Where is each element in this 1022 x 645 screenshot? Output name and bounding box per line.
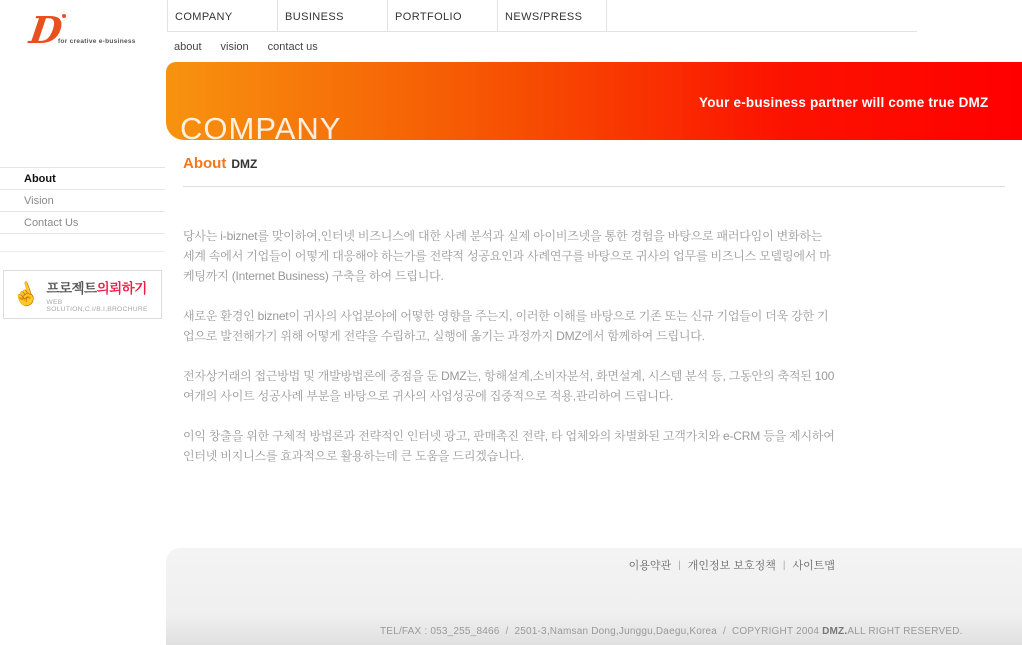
heading-divider <box>183 186 1005 187</box>
project-request-banner[interactable] <box>3 270 162 319</box>
about-paragraph: 이익 창출을 위한 구체적 방법론과 전략적인 인터넷 광고, 판매촉진 전략, 타 업체와의 차별화된 고객가치와 e-CRM 등을 제시하여 인터넷 비지니스를 효과적으로 활용하는데 큰 도움을 드리겠습니다. <box>183 429 835 463</box>
footer-brand: DMZ. <box>822 626 848 637</box>
page-title-main: About <box>183 155 227 172</box>
footer-separator: / <box>505 626 509 637</box>
banner-section-title: COMPANY <box>180 111 342 140</box>
sidebar-item-about[interactable]: About <box>0 168 165 190</box>
nav-item-business[interactable]: BUSINESS <box>277 0 387 32</box>
main-nav <box>167 0 917 32</box>
page-title <box>183 155 1005 175</box>
footer-address: 2501-3,Namsan Dong,Junggu,Daegu,Korea <box>514 626 718 637</box>
page-banner <box>166 62 1022 140</box>
sidebar-menu <box>0 167 165 252</box>
footer-link-sitemap[interactable]: 사이트맵 <box>792 560 835 572</box>
subnav-item-about[interactable]: about <box>174 40 202 53</box>
about-paragraph: 전자상거래의 접근방법 및 개발방법론에 중점을 둔 DMZ는, 항해설계,소비자분석, 화면설계, 시스템 분석 등, 그동안의 축적된 100여개의 사이트 성공사례 부분을 바탕으로 귀사의 사업성공에 집중적으로 적용,관리하여 드립니다. <box>183 369 835 403</box>
footer-links <box>629 557 835 573</box>
nav-item-portfolio[interactable]: PORTFOLIO <box>387 0 497 32</box>
sidebar-divider <box>0 234 165 252</box>
about-paragraph: 당사는 i-biznet를 맞이하여,인터넷 비즈니스에 대한 사례 분석과 실제 아이비즈넷을 통한 경험을 바탕으로 패러다임이 변화하는 세계 속에서 기업들이 어떻게 대응해야 하는가를 전략적 성공요인과 사례연구를 바탕으로 귀사의 업무를 비즈니스 모델링에서 마케팅까지 (Internet Business) 구축을 하여 드립니다. <box>183 229 831 283</box>
about-paragraph: 새로운 환경인 biznet이 귀사의 사업분야에 어떻한 영향을 주는지, 이러한 이해를 바탕으로 기존 또는 신규 기업들이 더욱 강한 기업으로 발전해가기 위해 어떻게 전략을 수립하고, 실행에 옮기는 과정까지 DMZ에서 함께하여 드립니다. <box>183 309 829 343</box>
footer-link-separator: | <box>782 559 786 571</box>
logo-tagline: for creative e-business <box>58 38 136 45</box>
footer-telfax: TEL/FAX : 053_255_8466 <box>380 626 500 637</box>
project-request-title-accent: 의뢰하기 <box>96 280 147 296</box>
subnav-item-vision[interactable]: vision <box>220 40 249 53</box>
project-request-title <box>46 277 161 297</box>
subnav-item-contact-us[interactable]: contact us <box>267 40 318 53</box>
main-content <box>183 155 1005 486</box>
logo-d-icon: D <box>26 8 66 52</box>
sidebar-item-vision[interactable]: Vision <box>0 190 165 212</box>
footer-link-terms[interactable]: 이용약관 <box>628 560 672 572</box>
project-request-title-normal: 프로젝트 <box>46 280 97 296</box>
sub-nav <box>174 32 318 61</box>
project-request-subtitle: WEB SOLUTION,C.I/B.I,BROCHURE <box>46 298 148 313</box>
footer-link-separator: | <box>678 559 681 571</box>
banner-tagline: Your e-business partner will come true DMZ <box>699 95 989 110</box>
footer-separator: / <box>723 626 727 637</box>
footer-link-privacy[interactable]: 개인정보 보호정책 <box>687 560 776 572</box>
nav-item-company[interactable]: COMPANY <box>167 0 277 32</box>
sidebar-item-contact-us[interactable]: Contact Us <box>0 212 165 234</box>
footer <box>166 548 1022 645</box>
hand-pointer-icon: ☝ <box>8 277 43 311</box>
footer-copyright-suffix: ALL RIGHT RESERVED. <box>847 626 963 637</box>
page-title-suffix: DMZ <box>231 157 258 171</box>
about-text <box>183 226 835 466</box>
company-logo[interactable] <box>16 8 156 52</box>
footer-copyright <box>380 626 963 637</box>
footer-copyright-prefix: COPYRIGHT 2004 <box>732 626 820 637</box>
nav-item-news-press[interactable]: NEWS/PRESS <box>497 0 607 32</box>
